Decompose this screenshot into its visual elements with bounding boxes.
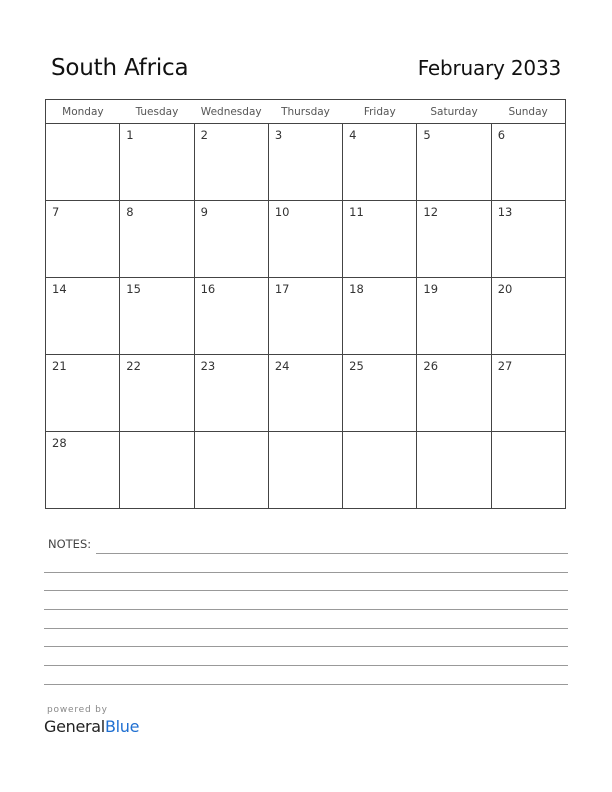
day-cell	[417, 355, 491, 432]
week-row	[46, 432, 566, 509]
day-number: 3	[274, 128, 283, 142]
day-cell	[343, 278, 417, 355]
day-number: 18	[349, 282, 364, 296]
day-cell	[120, 201, 194, 278]
weekday-header-row	[46, 100, 566, 124]
week-row	[46, 124, 566, 201]
day-number	[492, 432, 565, 436]
day-cell	[417, 432, 491, 509]
day-number: 2	[200, 128, 208, 142]
day-cell	[491, 278, 565, 355]
weekday-thursday: Thursday	[268, 100, 342, 124]
weekday-sunday: Sunday	[491, 100, 565, 124]
day-number: 24	[274, 359, 290, 373]
weekday-friday: Friday	[343, 100, 417, 124]
day-number: 9	[200, 205, 208, 219]
note-line	[44, 665, 568, 666]
day-cell	[268, 355, 342, 432]
day-cell	[268, 201, 342, 278]
day-number: 25	[349, 359, 364, 373]
day-cell	[194, 201, 268, 278]
month-year-title: February 2033	[417, 56, 561, 80]
day-cell	[491, 432, 565, 509]
day-cell	[46, 432, 120, 509]
day-number: 17	[274, 282, 290, 296]
day-cell	[417, 201, 491, 278]
day-number	[46, 124, 119, 128]
note-line	[44, 628, 568, 629]
day-number: 11	[349, 205, 364, 219]
day-number: 23	[200, 359, 216, 373]
day-number: 21	[52, 359, 67, 373]
week-row	[46, 355, 566, 432]
weekday-tuesday: Tuesday	[120, 100, 194, 124]
week-row	[46, 278, 566, 355]
day-cell	[417, 124, 491, 201]
brand-blue: Blue	[104, 717, 140, 736]
day-number: 10	[274, 205, 290, 219]
day-number	[343, 432, 416, 436]
calendar-grid	[45, 99, 566, 509]
day-cell	[343, 432, 417, 509]
weekday-saturday: Saturday	[417, 100, 491, 124]
day-number: 19	[423, 282, 439, 296]
note-line	[44, 572, 568, 573]
day-cell	[268, 432, 342, 509]
country-title: South Africa	[51, 55, 189, 81]
week-row	[46, 201, 566, 278]
note-line	[96, 553, 568, 554]
day-number: 28	[52, 436, 67, 450]
day-cell	[417, 278, 491, 355]
powered-by-text: powered by	[47, 705, 108, 715]
day-cell	[46, 278, 120, 355]
note-line	[44, 646, 568, 647]
day-cell	[194, 124, 268, 201]
day-cell	[194, 278, 268, 355]
note-line	[44, 609, 568, 610]
day-cell	[120, 355, 194, 432]
note-line	[44, 590, 568, 591]
day-cell	[268, 278, 342, 355]
day-number: 13	[497, 205, 513, 219]
day-number: 7	[52, 205, 60, 219]
day-number: 5	[423, 128, 431, 142]
day-cell	[120, 124, 194, 201]
day-cell	[491, 124, 565, 201]
day-number: 8	[126, 205, 134, 219]
day-number: 22	[126, 359, 141, 373]
day-cell	[343, 201, 417, 278]
day-cell	[194, 355, 268, 432]
day-cell	[46, 355, 120, 432]
day-cell	[343, 124, 417, 201]
day-number: 26	[423, 359, 439, 373]
day-number: 15	[126, 282, 141, 296]
day-cell	[491, 201, 565, 278]
day-cell	[343, 355, 417, 432]
day-number: 1	[126, 128, 134, 142]
day-number	[120, 432, 193, 436]
day-number: 20	[497, 282, 513, 296]
day-number: 14	[52, 282, 67, 296]
day-cell	[268, 124, 342, 201]
day-number: 16	[200, 282, 216, 296]
day-cell	[120, 278, 194, 355]
generalblue-logo	[44, 717, 139, 736]
day-cell	[491, 355, 565, 432]
day-cell	[46, 201, 120, 278]
day-number	[195, 432, 268, 436]
day-number: 4	[349, 128, 357, 142]
day-number	[269, 432, 342, 436]
day-cell	[194, 432, 268, 509]
day-number: 6	[497, 128, 506, 142]
weekday-monday: Monday	[46, 100, 120, 124]
weekday-wednesday: Wednesday	[194, 100, 268, 124]
day-number: 12	[423, 205, 439, 219]
day-number: 27	[497, 359, 513, 373]
brand-general: General	[44, 717, 105, 736]
day-cell	[46, 124, 120, 201]
note-line	[44, 684, 568, 685]
day-cell	[120, 432, 194, 509]
day-number	[417, 432, 490, 436]
notes-label: NOTES:	[48, 537, 92, 551]
